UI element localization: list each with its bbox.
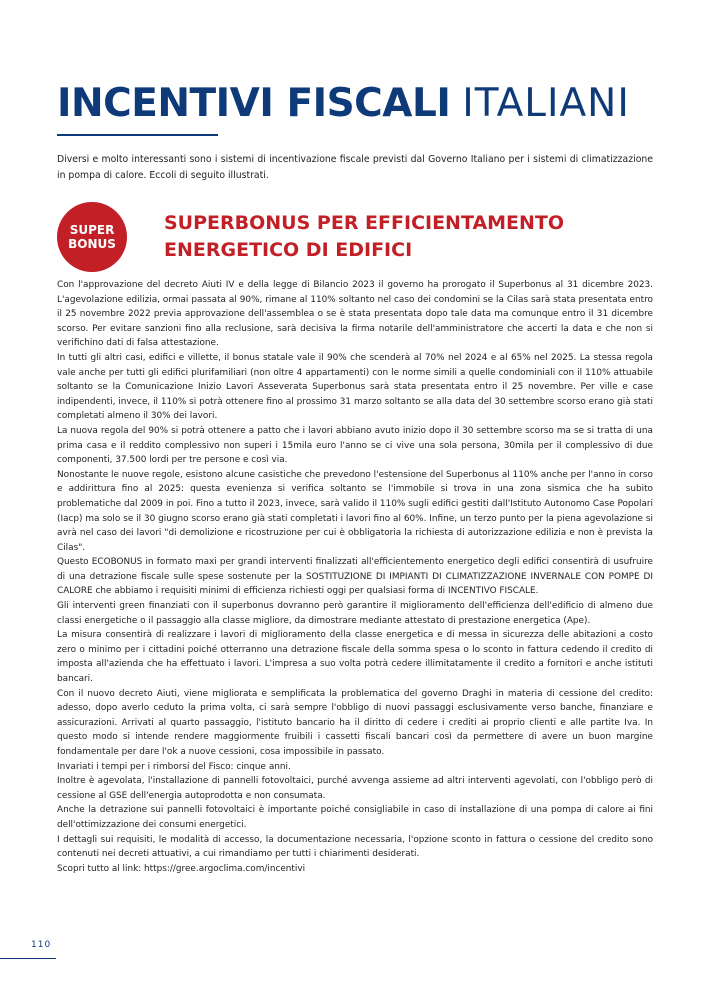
body-paragraph: Con l'approvazione del decreto Aiuti IV e della legge di Bilancio 2023 il governo ha prorogato il Superbonus al 31 dicembre 2023. L'agevolazione edilizia, ormai passata al 90%, rimane al 110% soltanto nel caso dei condomini se la Cilas sarà stata presentata entro il 25 novembre 2022 previa approvazione dell'assemblea o se è stata presentata dopo tale data ma comunque entro il 31 dicembre scorso. Per evitare sanzioni fino alla reclusione, sarà decisiva la firma notarile dell'amministratore che accerti la data e che non si verifichino dati di falsa attestazione.	[57, 280, 653, 349]
body-paragraph: I dettagli sui requisiti, le modalità di accesso, la documentazione necessaria, l'opzione sconto in fattura o cessione del credito sono contenuti nei decreti attuativi, a cui rimandiamo per tutti i chiarimenti desiderati.	[57, 834, 653, 860]
title-underline	[57, 134, 218, 136]
badge-line-2: BONUS	[68, 237, 116, 251]
body-paragraph: Anche la detrazione sui pannelli fotovoltaici è importante poiché consigliabile in caso di installazione di una pompa di calore ai fini dell'ottimizzazione dei consumi energetici.	[57, 805, 653, 830]
body-paragraph: In tutti gli altri casi, edifici e villette, il bonus statale vale il 90% che scenderà al 70% nel 2024 e al 65% nel 2025. La stessa regola vale anche per tutti gli edifici plurifamiliari (non oltre 4 appartamenti) con le norme simili a quelle condominiali con il 110% attuabile soltanto se la Comunicazione Inizio Lavori Asseverata Superbonus sarà stata presentata entro il 25 novembre. Per ville e case indipendenti, invece, il 110% si potrà ottenere fino al prossimo 31 marzo soltanto se alla data del 30 settembre scorso erano già stati completati almeno il 30% dei lavori.	[57, 352, 653, 422]
body-paragraph: Questo ECOBONUS in formato maxi per grandi interventi finalizzati all'efficientemento energetico degli edifici consentirà di usufruire di una detrazione fiscale sulle spese sostenute per la SOSTITUZIONE DI IMPIANTI DI CLIMATIZZAZIONE INVERNALE CON POMPE DI CALORE che abbiamo i requisiti minimi di efficienza richiesti oggi per qualsiasi forma di INCENTIVO FISCALE.	[57, 557, 653, 597]
body-paragraph: Inoltre è agevolata, l'installazione di pannelli fotovoltaici, purché avvenga assieme ad altri interventi agevolati, con l'obbligo però di cessione al GSE dell'energia autoprodotta e non consumata.	[57, 776, 653, 801]
article-body	[57, 278, 653, 876]
body-paragraph: La misura consentirà di realizzare i lavori di miglioramento della classe energetica e di messa in sicurezza delle abitazioni a costo zero o minimo per i cittadini poiché otterranno una detrazione fiscale della somma spesa o lo sconto in fattura cedendo il credito di imposta all'azienda che ha effettuato i lavori. L'impresa a suo volta potrà cedere illimitatamente il credito a fornitori e anche istituti bancari.	[57, 630, 653, 685]
section-title-line-2: ENERGETICO DI EDIFICI	[164, 239, 413, 261]
body-paragraph: Invariati i tempi per i rimborsi del Fisco: cinque anni.	[57, 761, 291, 772]
body-paragraph: Scopri tutto al link: https://gree.argoclima.com/incentivi	[57, 863, 306, 874]
page-title	[57, 80, 630, 128]
page-number: 110	[31, 940, 52, 950]
section-title	[164, 210, 644, 264]
page-title-light: ITALIANI	[462, 81, 630, 126]
page-number-rule	[0, 958, 56, 959]
body-paragraph: Nonostante le nuove regole, esistono alcune casistiche che prevedono l'estensione del Superbonus al 110% anche per l'anno in corso e addirittura fino al 2025: questa evenienza si verifica soltanto se l'immobile si trova in una zona sismica che ha subito problematiche dal 2009 in poi. Fino a tutto il 2023, invece, sarà valido il 110% sugli edifici gestiti dall'Istituto Autonomo Case Popolari (Iacp) ma solo se il 30 giugno scorso erano già stati completati i lavori fino al 60%. Infine, un terzo punto per la piena agevolazione si avrà nel caso dei lavori "di demolizione e ricostruzione per cui è obbligatoria la richiesta di autorizzazione edilizia e non è prevista la Cilas".	[57, 469, 653, 553]
page-title-bold: INCENTIVI FISCALI	[57, 81, 451, 126]
body-paragraph: Con il nuovo decreto Aiuti, viene migliorata e semplificata la problematica del governo Draghi in materia di cessione del credito: adesso, dopo averlo ceduto la prima volta, ci sarà sempre l'obbligo di nuovi passaggi esclusivamente verso banche, finanziare e assicurazioni. Arrivati al quarto passaggio, l'istituto bancario ha il diritto di cedere i crediti ai proprio clienti e alle partite Iva. In questo modo si intende rendere maggiormente fruibili i cassetti fiscali bancari così da permettere di avere un buon margine fondamentale per dare l'ok a nuove cessioni, cosa impossibile in passato.	[57, 688, 653, 757]
body-paragraph: Gli interventi green finanziati con il superbonus dovranno però garantire il miglioramento dell'efficienza dell'edificio di almeno due classi energetiche o il passaggio alla classe migliore, da dimostrare mediante attestato di prestazione energetica (Ape).	[57, 601, 653, 626]
body-paragraph: La nuova regola del 90% si potrà ottenere a patto che i lavori abbiano avuto inizio dopo il 30 settembre scorso ma se si tratta di una prima casa e il reddito complessivo non superi i 15mila euro l'anno se ci vive una sola persona, 30mila per il complessivo di due componenti, 37.500 lordi per tre persone e così via.	[57, 425, 653, 466]
badge-line-1: SUPER	[69, 223, 115, 237]
intro-paragraph: Diversi e molto interessanti sono i sistemi di incentivazione fiscale previsti dal Governo Italiano per i sistemi di climatizzazione in pompa di calore. Eccoli di seguito illustrati.	[57, 154, 653, 181]
section-title-line-1: SUPERBONUS PER EFFICIENTAMENTO	[164, 212, 565, 234]
superbonus-badge-icon	[57, 202, 127, 272]
